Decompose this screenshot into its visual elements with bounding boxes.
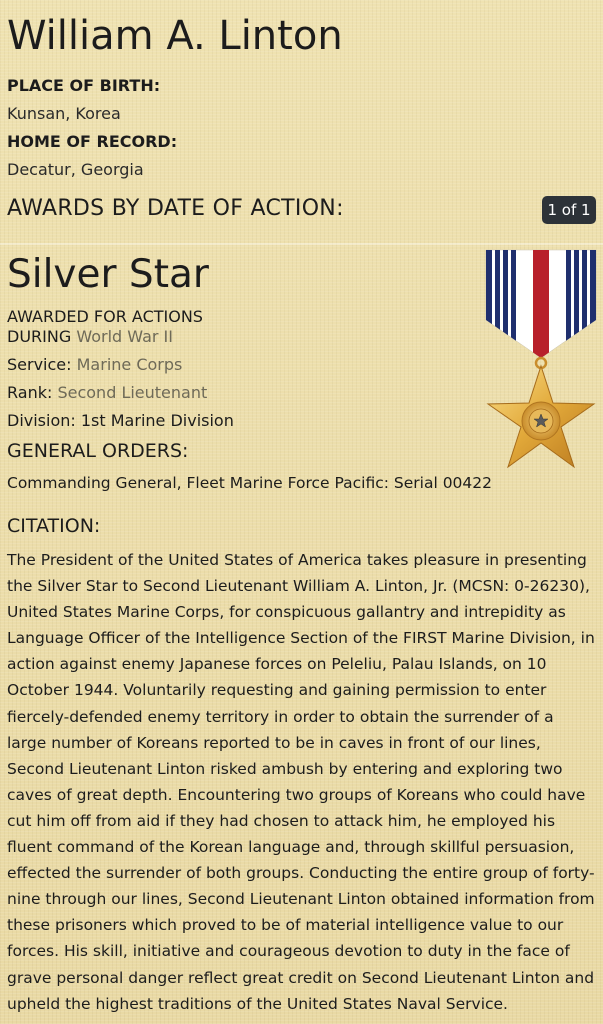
rank-label: Rank:: [7, 383, 53, 402]
silver-star-medal-icon: [484, 248, 598, 472]
service-row: [7, 355, 182, 374]
award-name: Silver Star: [7, 252, 209, 297]
citation-heading: CITATION:: [7, 515, 101, 537]
citation-text: The President of the United States of America takes pleasure in presenting the Silver Star to Second Lieutenant William A. Linton, Jr. (MCSN: 0-26230), United States Marine Corps, for conspicuous gallantry and intrepidity as Language Officer of the Intelligence Section of the FIRST Marine Division, in action against enemy Japanese forces on Peleliu, Palau Islands, on 10 October 1944. Voluntarily requesting and gaining permission to enter fiercely-defended enemy territory in order to obtain the surrender of a large number of Koreans reported to be in caves in front of our lines, Second Lieutenant Linton risked ambush by entering and exploring two caves of great depth. Encountering two groups of Koreans who could have cut him off from aid if they had chosen to attack him, he employed his fluent command of the Korean language and, through skillful persuasion, effected the surrender of both groups. Conducting the entire group of forty-nine through our lines, Second Lieutenant Linton obtained information from these prisoners which proved to be of material intelligence value to our forces. His skill, initiative and courageous devotion to duty in the face of grave personal danger reflect great credit on Second Lieutenant Linton and upheld the highest traditions of the United States Naval Service.: [7, 551, 595, 1013]
division-row: [7, 411, 234, 430]
home-of-record-label: HOME OF RECORD:: [7, 132, 178, 151]
service-link[interactable]: Marine Corps: [76, 355, 183, 374]
division-label: Division:: [7, 411, 76, 430]
place-of-birth-label: PLACE OF BIRTH:: [7, 76, 161, 95]
general-orders-heading: GENERAL ORDERS:: [7, 440, 189, 462]
awards-heading: AWARDS BY DATE OF ACTION:: [7, 196, 344, 221]
general-orders-text: Commanding General, Fleet Marine Force Pacific: Serial 00422: [7, 474, 493, 492]
awarded-for-line2: DURING: [7, 327, 72, 346]
rank-row: [7, 383, 207, 402]
place-of-birth-value: Kunsan, Korea: [7, 104, 121, 123]
person-name: William A. Linton: [7, 13, 343, 59]
awarded-for-text: [7, 307, 237, 347]
home-of-record-value: Decatur, Georgia: [7, 160, 144, 179]
war-link[interactable]: World War II: [76, 327, 173, 346]
service-label: Service:: [7, 355, 72, 374]
division-value: 1st Marine Division: [80, 411, 234, 430]
pager-badge[interactable]: 1 of 1: [542, 196, 596, 224]
rank-link[interactable]: Second Lieutenant: [57, 383, 208, 402]
section-divider: [0, 243, 603, 245]
awarded-for-line1: AWARDED FOR ACTIONS: [7, 307, 203, 326]
